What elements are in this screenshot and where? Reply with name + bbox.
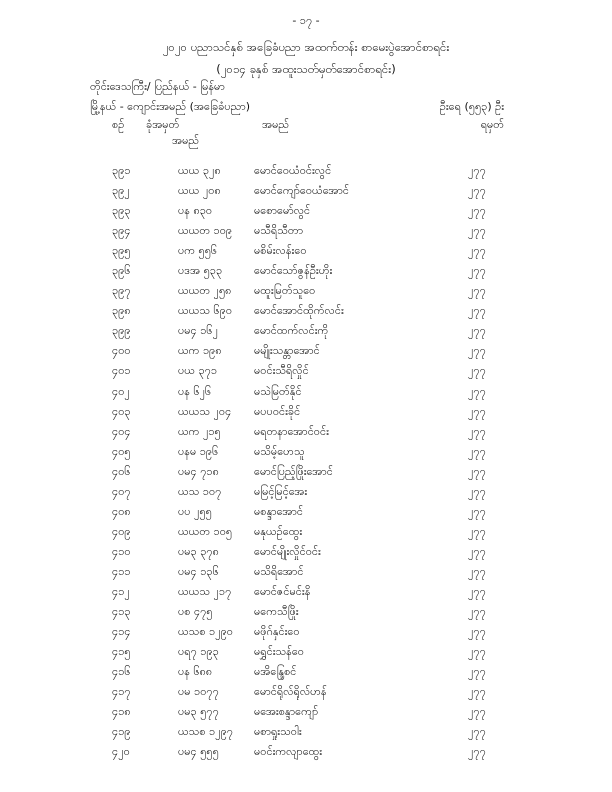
result-score: ၂၇၇ [468, 504, 486, 518]
row-number: ၃၉၇ [112, 284, 131, 298]
document-subtitle: (၂၀၁၄ ခုနှစ် အထူးသတ်မှတ်အောင်စာရင်း) [216, 62, 396, 76]
row-number: ၄၁၆ [112, 665, 131, 679]
student-name: မစန္ဒာအောင် [254, 504, 303, 518]
student-name: မဝင်းသီရိလှိုင် [254, 364, 309, 378]
table-row [0, 745, 612, 765]
student-name: မောင်မျိုးလှိုင်ဝင်း [254, 544, 321, 558]
roll-number: ယယသ ၂၀၄ [178, 404, 232, 418]
table-row [0, 725, 612, 745]
student-name: မသိမ့်ဟေသူ [254, 444, 305, 458]
student-name: မရတနာအောင်ဝင်း [254, 424, 329, 438]
student-name: မောင်ဇင်မင်းနိ [254, 584, 311, 598]
result-score: ၂၇၇ [468, 564, 486, 578]
roll-number: ပဒအ ၅၃၃ [178, 264, 223, 278]
column-header-roll: ခုံအမှတ် [146, 118, 180, 131]
row-number: ၄၁၄ [112, 625, 131, 639]
table-row [0, 685, 612, 705]
district-label: မြို့နယ် - ကျောင်းအမည် (အခြေခံပညာ) [90, 100, 251, 113]
row-number: ၄၀၉ [112, 524, 131, 538]
table-row [0, 184, 612, 204]
result-score: ၂၇၇ [468, 384, 486, 398]
row-number: ၄၀၃ [112, 404, 131, 418]
result-score: ၂၇၇ [468, 464, 486, 478]
student-name: မနုယဉ်ထွေး [254, 524, 303, 538]
count-label: ဦးရေ (၅၅၃) ဦး [439, 100, 504, 113]
table-row [0, 585, 612, 605]
student-name: မဝင်းကလျာထွေး [254, 745, 323, 759]
region-label: တိုင်းဒေသကြီး/ ပြည်နယ် - မြန်မာ [90, 80, 225, 93]
table-row [0, 304, 612, 324]
row-number: ၄၁၇ [112, 685, 131, 699]
table-row [0, 485, 612, 505]
table-row [0, 665, 612, 685]
roll-number: ပမ၄ ၅၅၅ [178, 745, 219, 759]
student-name: မောင်ကျော်ဝေယံအောင် [254, 184, 349, 198]
roll-number: ပမ၄ ၁၃၆ [178, 564, 219, 578]
table-row [0, 264, 612, 284]
column-header-name: အမည် [262, 118, 290, 131]
roll-number: ပန ၆၂၆ [178, 384, 212, 398]
result-score: ၂၇၇ [468, 725, 486, 739]
result-score: ၂၇၇ [468, 344, 486, 358]
roll-number: ပနမ ၁၉၆ [178, 444, 219, 458]
roll-number: ပစ ၄၇၅ [178, 605, 213, 619]
table-row [0, 645, 612, 665]
result-score: ၂၇၇ [468, 304, 486, 318]
row-number: ၄၀၀ [112, 344, 131, 358]
result-score: ၂၇၇ [468, 184, 486, 198]
roll-number: ပန ၈၃၀ [178, 204, 213, 218]
table-row [0, 505, 612, 525]
roll-number: ယက ၁၉၈ [178, 344, 222, 358]
table-row [0, 705, 612, 725]
row-number: ၄၀၈ [112, 504, 131, 518]
table-row [0, 465, 612, 485]
result-score: ၂၇၇ [468, 424, 486, 438]
student-name: မကေသီဖြိုး [254, 605, 299, 619]
student-name: မစိမ်းလန်းဝေ [254, 244, 307, 258]
row-number: ၃၉၆ [112, 264, 131, 278]
roll-number: ပမ၃ ၅၇၇ [178, 705, 219, 719]
table-row [0, 164, 612, 184]
table-row [0, 565, 612, 585]
roll-number: ပမ၄ ၁၆၂ [178, 324, 219, 338]
row-number: ၃၉၅ [112, 244, 131, 258]
result-score: ၂၇၇ [468, 745, 486, 759]
roll-number: ပရ၇ ၁၉၃ [178, 645, 219, 659]
row-number: ၄၁၉ [112, 725, 131, 739]
student-name: မအိန္ဒြေစင် [254, 665, 297, 679]
column-header-roll-line2: အမည် [172, 134, 200, 147]
table-row [0, 364, 612, 384]
row-number: ၃၉၄ [112, 224, 131, 238]
roll-number: ယယသ ၂၁၇ [178, 584, 232, 598]
student-name: မောင်အောင်ထိုက်လင်း [254, 304, 344, 318]
row-number: ၃၉၁ [112, 164, 131, 177]
roll-number: ယယတ ၁၀၅ [178, 524, 233, 538]
row-number: ၃၉၉ [112, 324, 131, 338]
result-score: ၂၇၇ [468, 284, 486, 298]
table-row [0, 445, 612, 465]
row-number: ၄၁၃ [112, 605, 131, 619]
result-score: ၂၇၇ [468, 264, 486, 278]
row-number: ၃၉၈ [112, 304, 131, 318]
row-number: ၄၀၄ [112, 424, 131, 438]
row-number: ၄၂၀ [112, 745, 130, 759]
table-row [0, 625, 612, 645]
roll-number: ပပ ၂၅၅ [178, 504, 212, 518]
student-name: မအေးစန္ဒာကျော် [254, 705, 319, 719]
result-score: ၂၇၇ [468, 685, 486, 699]
roll-number: ယယ ၂၀၈ [178, 184, 221, 198]
row-number: ၄၀၅ [112, 444, 131, 458]
student-name: မသိရိအောင် [254, 564, 304, 578]
result-score: ၂၇၇ [468, 204, 486, 218]
roll-number: ယသစ ၁၂၉၇ [178, 725, 233, 739]
page-number: - ၁၇ - [292, 14, 320, 27]
roll-number: ပမ၄ ၇၁၈ [178, 464, 219, 478]
roll-number: ယယ ၃၂၈ [178, 164, 221, 177]
result-score: ၂၇၇ [468, 605, 486, 619]
row-number: ၄၁၈ [112, 705, 131, 719]
result-score: ၂၇၇ [468, 224, 486, 238]
student-name: မောင်ဝေယံဝင်းလွင် [254, 164, 332, 177]
row-number: ၄၀၇ [112, 484, 131, 498]
result-score: ၂၇၇ [468, 364, 486, 378]
result-score: ၂၇၇ [468, 625, 486, 639]
row-number: ၄၁၅ [112, 645, 131, 659]
result-score: ၂၇၇ [468, 444, 486, 458]
table-row [0, 545, 612, 565]
column-header-result: ရမှတ် [480, 118, 504, 131]
student-name: မပပဝင်းခိုင် [254, 404, 301, 418]
table-row [0, 224, 612, 244]
result-score: ၂၇၇ [468, 244, 486, 258]
column-header-no: စဉ် [112, 118, 125, 131]
row-number: ၄၁၂ [112, 584, 130, 598]
table-row [0, 244, 612, 264]
row-number: ၃၉၃ [112, 204, 131, 218]
roll-number: ပမ ၁၀၇၇ [178, 685, 219, 699]
table-row [0, 525, 612, 545]
result-score: ၂၇၇ [468, 584, 486, 598]
student-name: မမြင့်မြင့်အေး [254, 484, 308, 498]
result-score: ၂၇၇ [468, 324, 486, 338]
roll-number: ယယသ ၆၉၀ [178, 304, 233, 318]
row-number: ၄၀၁ [112, 364, 131, 378]
row-number: ၄၀၂ [112, 384, 130, 398]
result-score: ၂၇၇ [468, 544, 486, 558]
roll-number: ယသစ ၁၂၉၀ [178, 625, 233, 639]
row-number: ၄၁၁ [112, 564, 131, 578]
roll-number: ယယတ ၁၀၉ [178, 224, 233, 238]
student-name: မသဲမြတ်နိုင် [254, 384, 302, 398]
student-name: မစာရှုးသဝါး [254, 725, 302, 739]
row-number: ၄၁၀ [112, 544, 131, 558]
table-row [0, 405, 612, 425]
table-row [0, 385, 612, 405]
table-row [0, 344, 612, 364]
result-score: ၂၇၇ [468, 164, 486, 177]
student-name: မမျိုးသန္တာအောင် [254, 344, 320, 358]
student-name: မရွှင်းသန်ဝေ [254, 645, 304, 659]
roll-number: ယက ၂၁၅ [178, 424, 221, 438]
roll-number: ပမ၃ ၃၇၈ [178, 544, 219, 558]
result-score: ၂၇၇ [468, 404, 486, 418]
document-title: ၂၀၂၀ ပညာသင်နှစ် အခြေခံပညာ အထက်တန်း စာမေးပွဲအောင်စာရင်း [162, 40, 450, 54]
table-row [0, 425, 612, 445]
result-score: ၂၇၇ [468, 705, 486, 719]
student-name: မောင်သော်ဇွန်ဦးဟိုး [254, 264, 333, 278]
roll-number: ပယ ၃၇၁ [178, 364, 218, 378]
student-name: မောင်ရိုလ်ရိုလ်ဟန် [254, 685, 327, 699]
result-score: ၂၇၇ [468, 665, 486, 679]
roll-number: ပန ၆၈၈ [178, 665, 213, 679]
student-name: မထူးမြတ်သူဝေ [254, 284, 316, 298]
roll-number: ယသ ၁၀၇ [178, 484, 222, 498]
table-row [0, 284, 612, 304]
table-row [0, 605, 612, 625]
student-name: မသီရိသီတာ [254, 224, 304, 238]
result-score: ၂၇၇ [468, 524, 486, 538]
student-name: မောင်ထက်လင်းကို [254, 324, 329, 338]
results-table [0, 164, 612, 765]
result-score: ၂၇၇ [468, 645, 486, 659]
row-number: ၄၀၆ [112, 464, 131, 478]
table-row [0, 324, 612, 344]
roll-number: ယယတ ၂၅၈ [178, 284, 232, 298]
result-score: ၂၇၇ [468, 484, 486, 498]
roll-number: ပက ၅၅၆ [178, 244, 218, 258]
table-row [0, 204, 612, 224]
row-number: ၃၉၂ [112, 184, 130, 198]
student-name: မဖိုဂ်နှင်းဝေ [254, 625, 300, 639]
student-name: မောင်ပြည့်ဖြိုးအောင် [254, 464, 333, 478]
student-name: မစောမော်လွင် [254, 204, 311, 218]
